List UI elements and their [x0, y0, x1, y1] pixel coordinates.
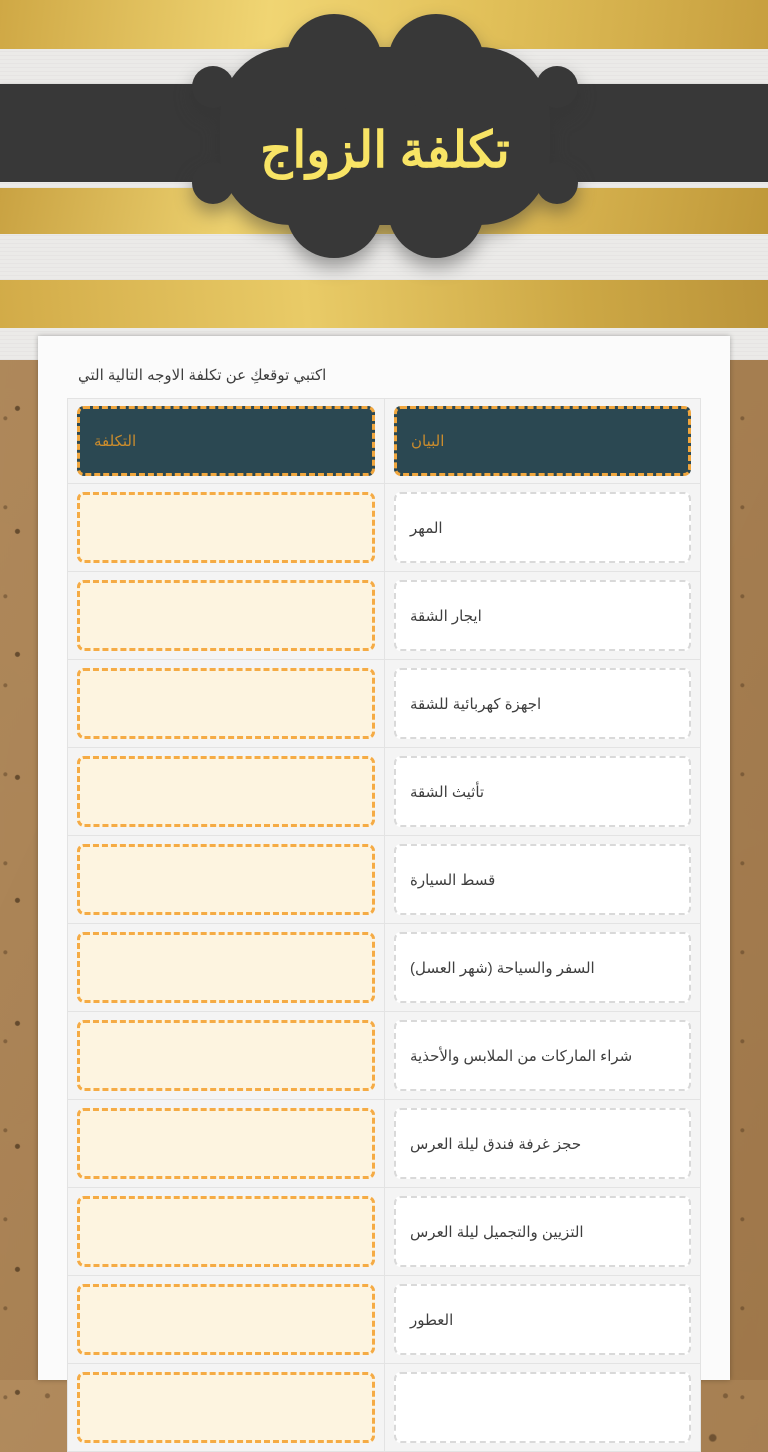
item-label-text: العطور — [410, 1311, 454, 1329]
table-row — [68, 1275, 700, 1363]
table-body — [68, 483, 700, 1451]
item-label — [394, 1196, 691, 1267]
item-label-text: حجز غرفة فندق ليلة العرس — [410, 1135, 582, 1153]
table-row — [68, 1099, 700, 1187]
cost-answer-input[interactable] — [77, 1372, 375, 1443]
item-cell — [384, 660, 700, 747]
item-label — [394, 1372, 691, 1443]
cost-answer-input[interactable] — [77, 668, 375, 739]
item-column-header: البيان — [394, 406, 691, 476]
item-cell — [384, 484, 700, 571]
table-row — [68, 923, 700, 1011]
cost-cell — [68, 1012, 384, 1099]
item-label-text: اجهزة كهربائية للشقة — [410, 695, 542, 713]
item-cell — [384, 1276, 700, 1363]
table-header-row — [68, 399, 700, 483]
item-label — [394, 1284, 691, 1355]
worksheet-card — [38, 336, 730, 1380]
cost-header-cell — [68, 399, 384, 483]
cost-answer-input[interactable] — [77, 756, 375, 827]
item-label — [394, 844, 691, 915]
item-label — [394, 932, 691, 1003]
cost-column-header: التكلفة — [77, 406, 375, 476]
table-row — [68, 747, 700, 835]
table-row — [68, 1011, 700, 1099]
cost-answer-input[interactable] — [77, 932, 375, 1003]
cost-cell — [68, 1276, 384, 1363]
item-label-text: ايجار الشقة — [410, 607, 482, 625]
table-row — [68, 1363, 700, 1451]
item-cell — [384, 572, 700, 659]
item-header-cell — [384, 399, 700, 483]
item-label — [394, 668, 691, 739]
item-cell — [384, 924, 700, 1011]
item-label-text: المهر — [410, 519, 443, 537]
decorative-header — [0, 0, 768, 360]
item-cell — [384, 1100, 700, 1187]
item-label — [394, 492, 691, 563]
cost-cell — [68, 924, 384, 1011]
table-row — [68, 571, 700, 659]
cost-answer-input[interactable] — [77, 580, 375, 651]
item-cell — [384, 748, 700, 835]
cost-cell — [68, 1364, 384, 1451]
item-label-text: التزيين والتجميل ليلة العرس — [410, 1223, 584, 1241]
item-cell — [384, 836, 700, 923]
cost-cell — [68, 748, 384, 835]
item-cell — [384, 1364, 700, 1451]
cost-answer-input[interactable] — [77, 844, 375, 915]
cost-cell — [68, 572, 384, 659]
cost-cell — [68, 660, 384, 747]
cost-table — [67, 398, 701, 1452]
item-label-text: شراء الماركات من الملابس والأحذية — [410, 1047, 633, 1065]
item-cell — [384, 1188, 700, 1275]
cost-answer-input[interactable] — [77, 1108, 375, 1179]
item-cell — [384, 1012, 700, 1099]
item-label — [394, 756, 691, 827]
cost-cell — [68, 1188, 384, 1275]
item-label-text: قسط السيارة — [410, 871, 496, 889]
cost-cell — [68, 836, 384, 923]
item-label — [394, 580, 691, 651]
cost-answer-input[interactable] — [77, 1020, 375, 1091]
item-label-text: السفر والسياحة (شهر العسل) — [410, 959, 595, 977]
table-row — [68, 835, 700, 923]
title-badge — [198, 14, 572, 258]
page-title: تكلفة الزواج — [260, 122, 510, 178]
cost-answer-input[interactable] — [77, 1284, 375, 1355]
instruction-text: اكتبي توقعكِ عن تكلفة الاوجه التالية التي — [78, 367, 327, 384]
gold-stripe-lower — [0, 280, 768, 328]
table-row — [68, 1187, 700, 1275]
table-row — [68, 483, 700, 571]
item-label — [394, 1108, 691, 1179]
item-label-text: تأثيث الشقة — [410, 783, 485, 801]
cost-answer-input[interactable] — [77, 1196, 375, 1267]
table-row — [68, 659, 700, 747]
cost-answer-input[interactable] — [77, 492, 375, 563]
cost-cell — [68, 484, 384, 571]
item-label — [394, 1020, 691, 1091]
cost-cell — [68, 1100, 384, 1187]
